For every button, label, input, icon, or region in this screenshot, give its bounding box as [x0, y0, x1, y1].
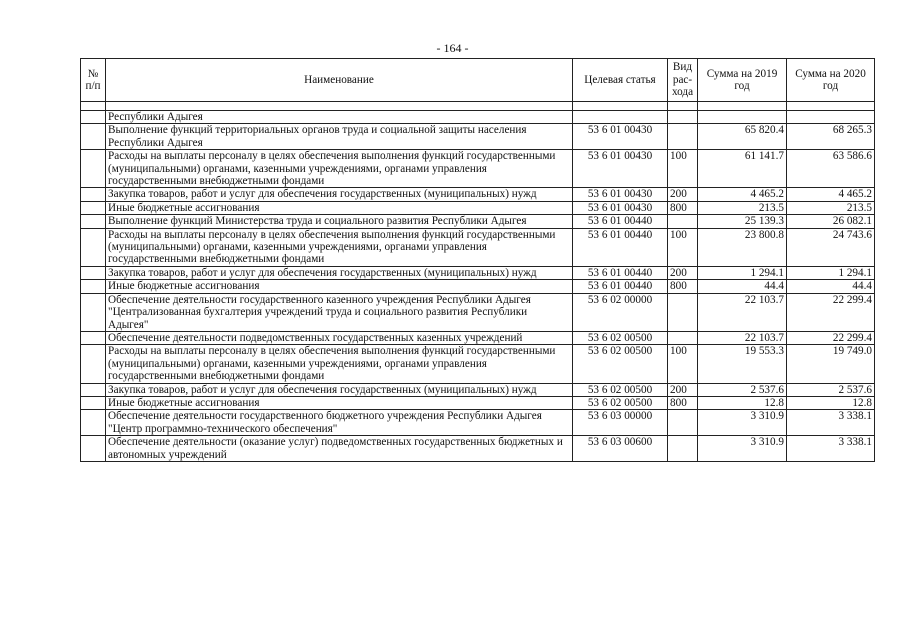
row-number-cell: [81, 188, 106, 201]
row-sum-2020-cell: 213.5: [787, 201, 875, 214]
row-number-cell: [81, 124, 106, 150]
row-code-cell: 53 6 01 00440: [573, 266, 668, 279]
row-name-cell: Выполнение функций Министерства труда и социального развития Республики Адыгея: [106, 215, 573, 228]
row-code-cell: 53 6 01 00440: [573, 215, 668, 228]
row-name-cell: Закупка товаров, работ и услуг для обеспечения государственных (муниципальных) нужд: [106, 383, 573, 396]
row-sum-2019-cell: 2 537.6: [698, 383, 787, 396]
header-sum-2020: Сумма на 2020 год: [787, 59, 875, 102]
row-code-cell: 53 6 01 00440: [573, 228, 668, 266]
row-code-cell: 53 6 01 00430: [573, 124, 668, 150]
row-name-cell: Расходы на выплаты персоналу в целях обеспечения выполнения функций государственными (муниципальными) органами, казенными учреждениями, органами управления государственными внебюджетными фондами: [106, 345, 573, 383]
row-kind-cell: 200: [668, 188, 698, 201]
row-sum-2020-cell: 26 082.1: [787, 215, 875, 228]
row-sum-2020-cell: 63 586.6: [787, 150, 875, 188]
row-sum-2019-cell: 12.8: [698, 396, 787, 409]
row-name-cell: Обеспечение деятельности государственного бюджетного учреждения Республики Адыгея "Центр программно-технического обеспечения": [106, 410, 573, 436]
header-sum-2019: Сумма на 2019 год: [698, 59, 787, 102]
row-kind-cell: [668, 293, 698, 331]
row-sum-2019-cell: 19 553.3: [698, 345, 787, 383]
row-sum-2019-cell: 3 310.9: [698, 410, 787, 436]
row-sum-2020-cell: 4 465.2: [787, 188, 875, 201]
header-num: № п/п: [81, 59, 106, 102]
row-number-cell: [81, 280, 106, 293]
row-number-cell: [81, 293, 106, 331]
row-name-cell: Иные бюджетные ассигнования: [106, 396, 573, 409]
table-row: [81, 396, 875, 409]
row-sum-2020-cell: [787, 111, 875, 124]
table-row: [81, 345, 875, 383]
row-number-cell: [81, 436, 106, 462]
row-name-cell: Выполнение функций территориальных органов труда и социальной защиты населения Республики Адыгея: [106, 124, 573, 150]
header-name: Наименование: [106, 59, 573, 102]
page-number: - 164 -: [436, 41, 469, 55]
budget-table: [80, 58, 875, 462]
table-row: [81, 410, 875, 436]
row-sum-2019-cell: 23 800.8: [698, 228, 787, 266]
row-name-cell: Иные бюджетные ассигнования: [106, 201, 573, 214]
row-name-cell: Республики Адыгея: [106, 111, 573, 124]
row-number-cell: [81, 150, 106, 188]
table-header-row: [81, 59, 875, 102]
table-row: [81, 293, 875, 331]
row-sum-2019-cell: 3 310.9: [698, 436, 787, 462]
row-sum-2020-cell: 24 743.6: [787, 228, 875, 266]
row-kind-cell: 200: [668, 383, 698, 396]
table-row: [81, 150, 875, 188]
row-name-cell: Расходы на выплаты персоналу в целях обеспечения выполнения функций государственными (муниципальными) органами, казенными учреждениями, органами управления государственными внебюджетными фондами: [106, 150, 573, 188]
table-row: [81, 383, 875, 396]
row-sum-2019-cell: 61 141.7: [698, 150, 787, 188]
row-number-cell: [81, 383, 106, 396]
table-row: [81, 266, 875, 279]
row-sum-2020-cell: 19 749.0: [787, 345, 875, 383]
spacer-cell: [668, 102, 698, 111]
row-name-cell: Иные бюджетные ассигнования: [106, 280, 573, 293]
row-code-cell: 53 6 01 00430: [573, 188, 668, 201]
row-code-cell: 53 6 02 00500: [573, 331, 668, 344]
row-number-cell: [81, 215, 106, 228]
header-kind: Вид рас-хода: [668, 59, 698, 102]
row-number-cell: [81, 396, 106, 409]
spacer-cell: [698, 102, 787, 111]
row-kind-cell: [668, 410, 698, 436]
row-sum-2019-cell: 1 294.1: [698, 266, 787, 279]
table-row: [81, 215, 875, 228]
row-number-cell: [81, 111, 106, 124]
row-sum-2020-cell: 2 537.6: [787, 383, 875, 396]
row-sum-2020-cell: 22 299.4: [787, 293, 875, 331]
row-kind-cell: 800: [668, 201, 698, 214]
row-code-cell: 53 6 02 00000: [573, 293, 668, 331]
row-number-cell: [81, 228, 106, 266]
row-kind-cell: [668, 436, 698, 462]
header-code: Целевая статья: [573, 59, 668, 102]
row-kind-cell: 100: [668, 345, 698, 383]
spacer-cell: [81, 102, 106, 111]
row-code-cell: 53 6 01 00430: [573, 201, 668, 214]
row-name-cell: Закупка товаров, работ и услуг для обеспечения государственных (муниципальных) нужд: [106, 188, 573, 201]
spacer-cell: [106, 102, 573, 111]
row-kind-cell: 200: [668, 266, 698, 279]
table-row: [81, 228, 875, 266]
table-row: [81, 280, 875, 293]
row-sum-2020-cell: 3 338.1: [787, 436, 875, 462]
row-kind-cell: 800: [668, 280, 698, 293]
row-name-cell: Расходы на выплаты персоналу в целях обеспечения выполнения функций государственными (муниципальными) органами, казенными учреждениями, органами управления государственными внебюджетными фондами: [106, 228, 573, 266]
row-sum-2020-cell: 12.8: [787, 396, 875, 409]
row-kind-cell: 100: [668, 228, 698, 266]
row-sum-2019-cell: 22 103.7: [698, 331, 787, 344]
table-spacer-row: [81, 102, 875, 111]
row-code-cell: 53 6 02 00500: [573, 383, 668, 396]
table-row: [81, 111, 875, 124]
table-row: [81, 331, 875, 344]
row-kind-cell: [668, 331, 698, 344]
row-code-cell: 53 6 02 00500: [573, 345, 668, 383]
spacer-cell: [787, 102, 875, 111]
row-code-cell: 53 6 02 00500: [573, 396, 668, 409]
row-name-cell: Обеспечение деятельности подведомственных государственных казенных учреждений: [106, 331, 573, 344]
row-sum-2020-cell: 3 338.1: [787, 410, 875, 436]
row-code-cell: 53 6 01 00430: [573, 150, 668, 188]
row-sum-2019-cell: 65 820.4: [698, 124, 787, 150]
row-sum-2019-cell: 22 103.7: [698, 293, 787, 331]
row-number-cell: [81, 331, 106, 344]
row-sum-2020-cell: 1 294.1: [787, 266, 875, 279]
row-sum-2020-cell: 68 265.3: [787, 124, 875, 150]
row-kind-cell: [668, 124, 698, 150]
row-number-cell: [81, 201, 106, 214]
row-kind-cell: 100: [668, 150, 698, 188]
table-row: [81, 201, 875, 214]
row-code-cell: [573, 111, 668, 124]
table-row: [81, 124, 875, 150]
row-sum-2019-cell: 213.5: [698, 201, 787, 214]
row-name-cell: Закупка товаров, работ и услуг для обеспечения государственных (муниципальных) нужд: [106, 266, 573, 279]
row-sum-2019-cell: 25 139.3: [698, 215, 787, 228]
row-kind-cell: [668, 111, 698, 124]
row-code-cell: 53 6 03 00600: [573, 436, 668, 462]
row-code-cell: 53 6 01 00440: [573, 280, 668, 293]
row-number-cell: [81, 266, 106, 279]
table-body: [81, 102, 875, 462]
row-sum-2020-cell: 44.4: [787, 280, 875, 293]
table-row: [81, 436, 875, 462]
row-kind-cell: 800: [668, 396, 698, 409]
row-name-cell: Обеспечение деятельности (оказание услуг) подведомственных государственных бюджетных и автономных учреждений: [106, 436, 573, 462]
table-row: [81, 188, 875, 201]
row-code-cell: 53 6 03 00000: [573, 410, 668, 436]
row-name-cell: Обеспечение деятельности государственного казенного учреждения Республики Адыгея "Централизованная бухгалтерия учреждений труда и социального развития Республики Адыгея": [106, 293, 573, 331]
row-sum-2019-cell: [698, 111, 787, 124]
row-sum-2019-cell: 44.4: [698, 280, 787, 293]
row-number-cell: [81, 345, 106, 383]
row-number-cell: [81, 410, 106, 436]
spacer-cell: [573, 102, 668, 111]
row-sum-2020-cell: 22 299.4: [787, 331, 875, 344]
row-kind-cell: [668, 215, 698, 228]
row-sum-2019-cell: 4 465.2: [698, 188, 787, 201]
